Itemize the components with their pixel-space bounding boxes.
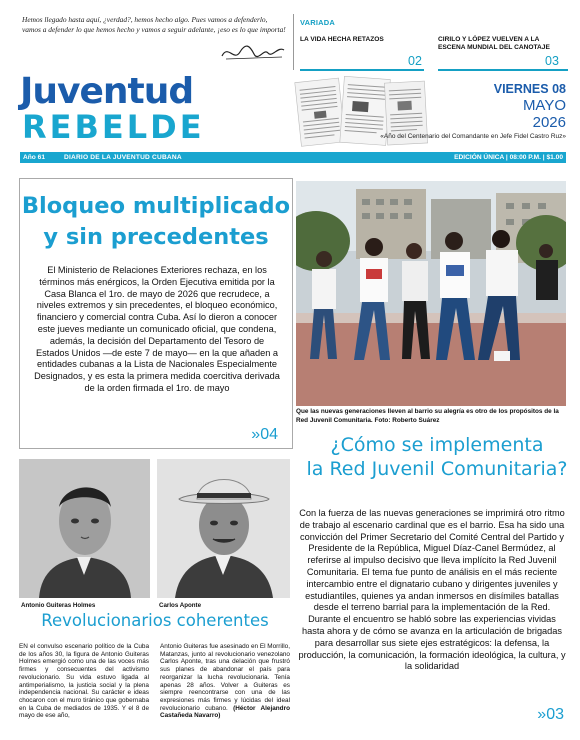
divider <box>293 14 294 70</box>
teaser-rule <box>300 69 424 71</box>
teaser-sports[interactable] <box>438 18 568 52</box>
teaser-page-number: 02 <box>408 54 422 68</box>
third-headline[interactable]: Revolucionarios coherentes <box>41 611 269 630</box>
tagline: DIARIO DE LA JUVENTUD CUBANA <box>64 154 182 161</box>
portrait-guiteras <box>19 459 150 598</box>
second-headline-line-1[interactable]: ¿Cómo se implementa <box>330 434 544 456</box>
founder-quote: Hemos llegado hasta aquí, ¿verdad?, hemos hecho algo. Pues vamos a defenderlo, vamos a defender lo que hemos hecho y vamos a seguir adelante, ¡eso es lo que importa! <box>22 15 286 34</box>
youth-street-photo <box>296 181 566 406</box>
third-body-col-2 <box>160 643 290 720</box>
lead-headline[interactable] <box>20 191 292 253</box>
lead-body: El Ministerio de Relaciones Exteriores rechaza, en los términos más enérgicos, la Orden Ejecutiva emitida por la Casa Blanca el 1ro. de mayo de 2026 que recrudece, a niveles extremos y sin precedentes, el bloqueo económico, financiero y comercial contra Cuba. Así lo dieron a conocer este jueves mediante un comunicado oficial, que condena, además, la decisión del Departamento del Tesoro de Estados Unidos —de este 7 de mayo— en la que añaden a entidades cubanas a la Lista de Nacionales Especialmente Designados, y es esta la primera medida coercitiva derivada de la orden firmada el 1ro. de mayo <box>34 265 280 393</box>
byline: (Héctor Alejandro Castañeda Navarro) <box>160 704 290 720</box>
issue-month: MAYO <box>522 97 566 114</box>
masthead-bar <box>20 152 566 163</box>
issue-date <box>380 82 566 141</box>
second-page-link[interactable]: »03 <box>537 706 564 723</box>
lead-headline-line-1[interactable]: Bloqueo multiplicado <box>21 193 291 219</box>
issue-year: 2026 <box>532 114 566 131</box>
edition-info: EDICIÓN ÚNICA | 08:00 P.M. | $1.00 <box>454 154 563 161</box>
second-body: Con la fuerza de las nuevas generaciones se imprimirá otro ritmo de trabajo al escenario cardinal que es el barrio. Esa ha sido una convicción del Primer Secretario del Comité Central del Partido y Presidente de la República, Miguel Díaz-Canel Bermúdez, al referirse al impulso decisivo que lleva implícito la Red Juvenil Comunitaria. El tema fue punto de análisis en el más reciente intercambio entre el dignatario cubano y dirigentes juveniles y estudiantiles, quienes ya andan inmersos en disímiles batallas desde el terreno barrial para la implementación de la Red. Durante el encuentro se habló sobre las experiencias vividas hasta ahora y de cómo se avanza en la articulación de brigadas para desarrollar sus siete ejes estratégicos: la defensa, la producción, la comunicación, la formación ideológica, la cultura, y la solidaridad <box>298 508 566 672</box>
photo-caption: Que las nuevas generaciones lleven al barrio su alegría es otro de los propósitos de la Red Juvenil Comunitaria. Foto: Roberto Suárez <box>296 408 559 424</box>
second-headline-line-2[interactable]: la Red Juvenil Comunitaria? <box>306 458 568 480</box>
teaser-title[interactable]: CIRILO Y LÓPEZ VUELVEN A LA ESCENA MUNDIAL DEL CANOTAJE <box>438 36 550 51</box>
lead-story[interactable] <box>19 178 293 449</box>
teaser-title[interactable]: LA VIDA HECHA RETAZOS <box>300 36 384 43</box>
second-headline[interactable] <box>302 433 572 481</box>
lead-page-link[interactable]: »04 <box>251 426 278 443</box>
portrait-caption: Antonio Guiteras Holmes <box>21 602 96 609</box>
year-motto: «Año del Centenario del Comandante en Jefe Fidel Castro Ruz» <box>380 133 566 140</box>
teaser-variada[interactable] <box>300 18 425 44</box>
logo-juventud[interactable]: Juventud <box>20 71 194 112</box>
teaser-section: VARIADA <box>300 18 336 27</box>
issue-day: VIERNES 08 <box>493 82 566 96</box>
third-body-text: Antonio Guiteras fue asesinado en El Morrillo, Matanzas, junto al revolucionario venezolano Carlos Aponte, tras una delación que frustró sus planes de abandonar el país para reorganizar la lucha revolucionaria. Tenía apenas 28 años. Volver a Guiteras es siempre reencontrarse con una de las expresiones más firmes y lúcidas del ideal revolucionario cubano. <box>160 643 291 712</box>
portrait-aponte <box>157 459 290 598</box>
portrait-caption: Carlos Aponte <box>159 602 202 609</box>
volume-year: Año 61 <box>23 154 45 161</box>
signature-icon <box>220 40 286 64</box>
teaser-page-number: 03 <box>545 54 559 68</box>
third-body-col-1: EN el convulso escenario político de la Cuba de los años 30, la figura de Antonio Guiteras Holmes emergió como una de las voces más firmes y consecuentes del activismo revolucionario. Su vida estuvo ligada al antimperialismo, la justicia social y la plena independencia nacional. Su carácter e ideas chocaron con el muro tiránico que gobernaba en la Cuba de mediados de 1935. Y el 8 de mayo de ese año, <box>19 643 149 720</box>
lead-headline-line-2[interactable]: y sin precedentes <box>43 224 269 250</box>
logo-rebelde[interactable]: REBELDE <box>22 108 205 146</box>
teaser-rule <box>438 69 568 71</box>
